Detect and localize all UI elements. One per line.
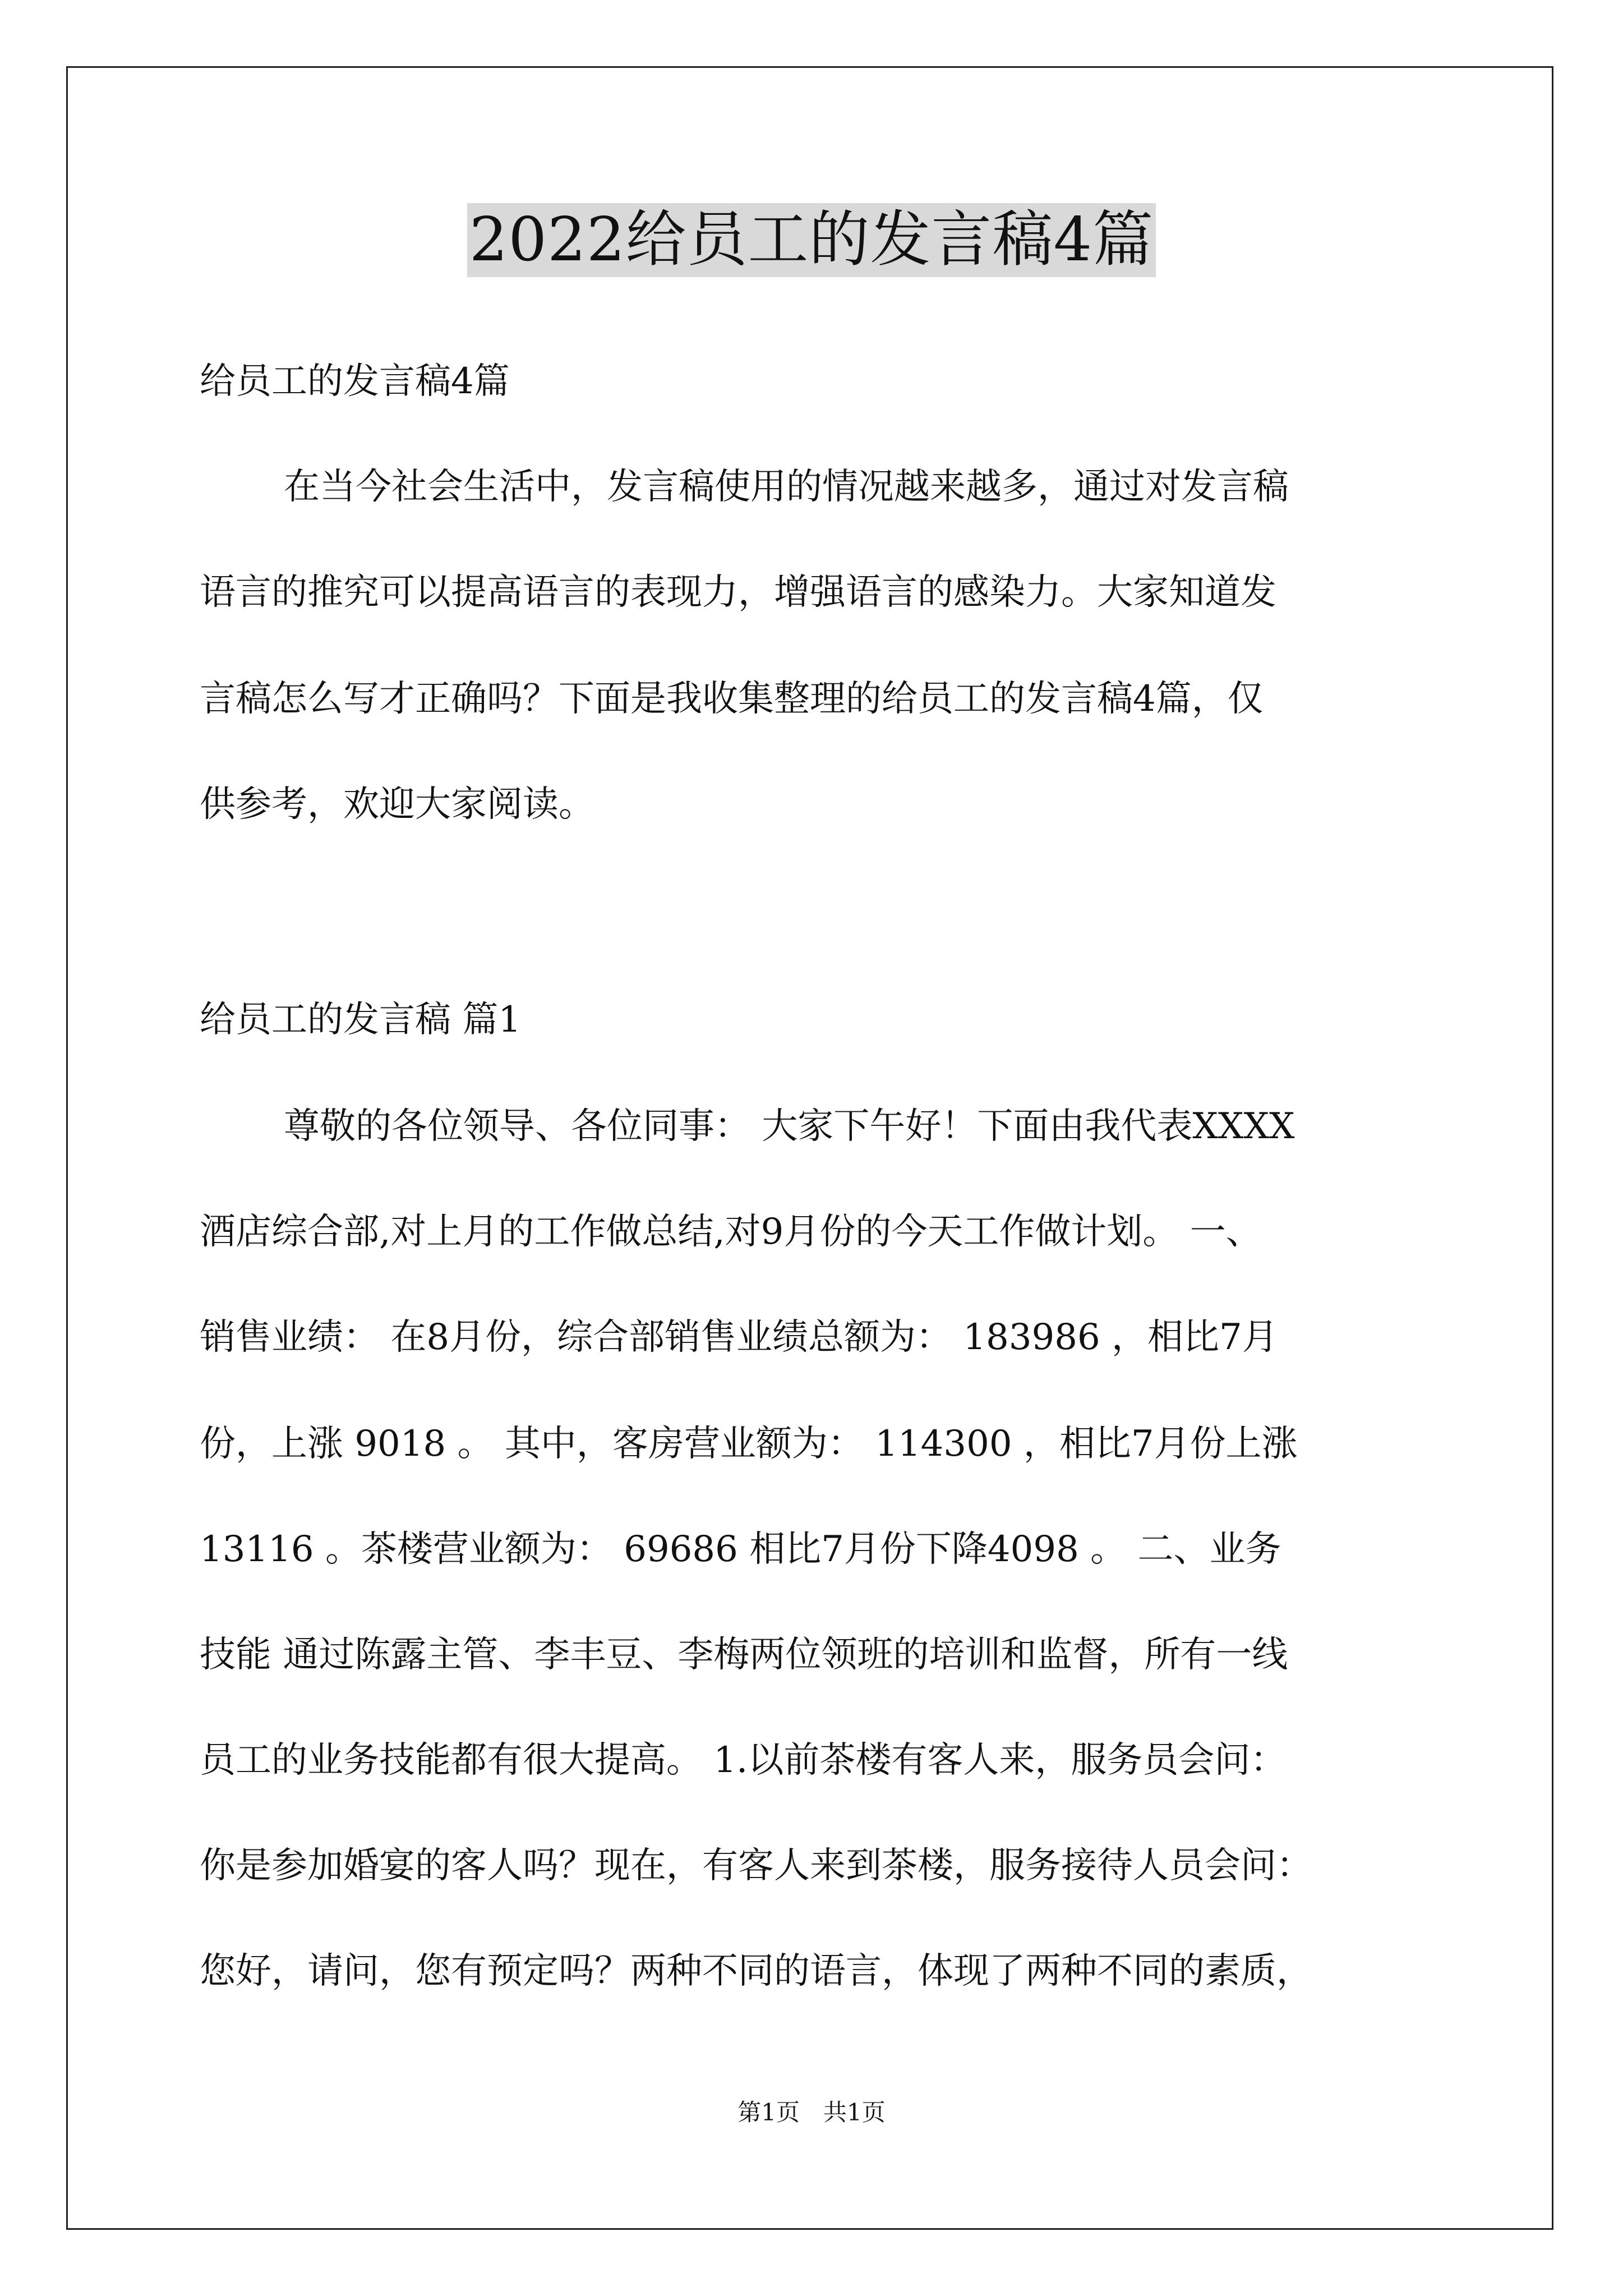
body-line: 酒店综合部,对上月的工作做总结,对9月份的今天工作做计划。 一、 xyxy=(200,1211,1262,1253)
page-footer: 第1页 共1页 xyxy=(737,2099,886,2126)
intro-line: 言稿怎么写才正确吗？下面是我收集整理的给员工的发言稿4篇，仅 xyxy=(200,678,1264,720)
body-line: 员工的业务技能都有很大提高。 1.以前茶楼有客人来，服务员会问： xyxy=(200,1740,1287,1781)
title-wrap xyxy=(0,203,1623,277)
body-line: 份，上涨 9018 。 其中，客房营业额为： 114300 ，相比7月份上涨 xyxy=(200,1423,1298,1465)
document-title: 2022给员工的发言稿4篇 xyxy=(467,203,1156,277)
body-line: 13116 。茶楼营业额为： 69686 相比7月份下降4098 。 二、业务 xyxy=(200,1529,1281,1570)
body-line: 你是参加婚宴的客人吗？现在，有客人来到茶楼，服务接待人员会问： xyxy=(200,1845,1312,1887)
body-line: 您好，请问，您有预定吗？两种不同的语言，体现了两种不同的素质， xyxy=(200,1950,1312,1992)
intro-line: 语言的推究可以提高语言的表现力，增强语言的感染力。大家知道发 xyxy=(200,572,1276,613)
body-line: 销售业绩： 在8月份，综合部销售业绩总额为： 183986 ，相比7月 xyxy=(200,1317,1278,1358)
section-heading: 给员工的发言稿 篇1 xyxy=(200,999,522,1041)
body-line: 技能 通过陈露主管、李丰豆、李梅两位领班的培训和监督，所有一线 xyxy=(200,1634,1288,1676)
document-subtitle: 给员工的发言稿4篇 xyxy=(200,361,510,402)
intro-line: 供参考，欢迎大家阅读。 xyxy=(200,784,594,825)
intro-line: 在当今社会生活中，发言稿使用的情况越来越多，通过对发言稿 xyxy=(284,466,1289,508)
body-line: 尊敬的各位领导、各位同事： 大家下午好！下面由我代表XXXX xyxy=(284,1106,1295,1147)
